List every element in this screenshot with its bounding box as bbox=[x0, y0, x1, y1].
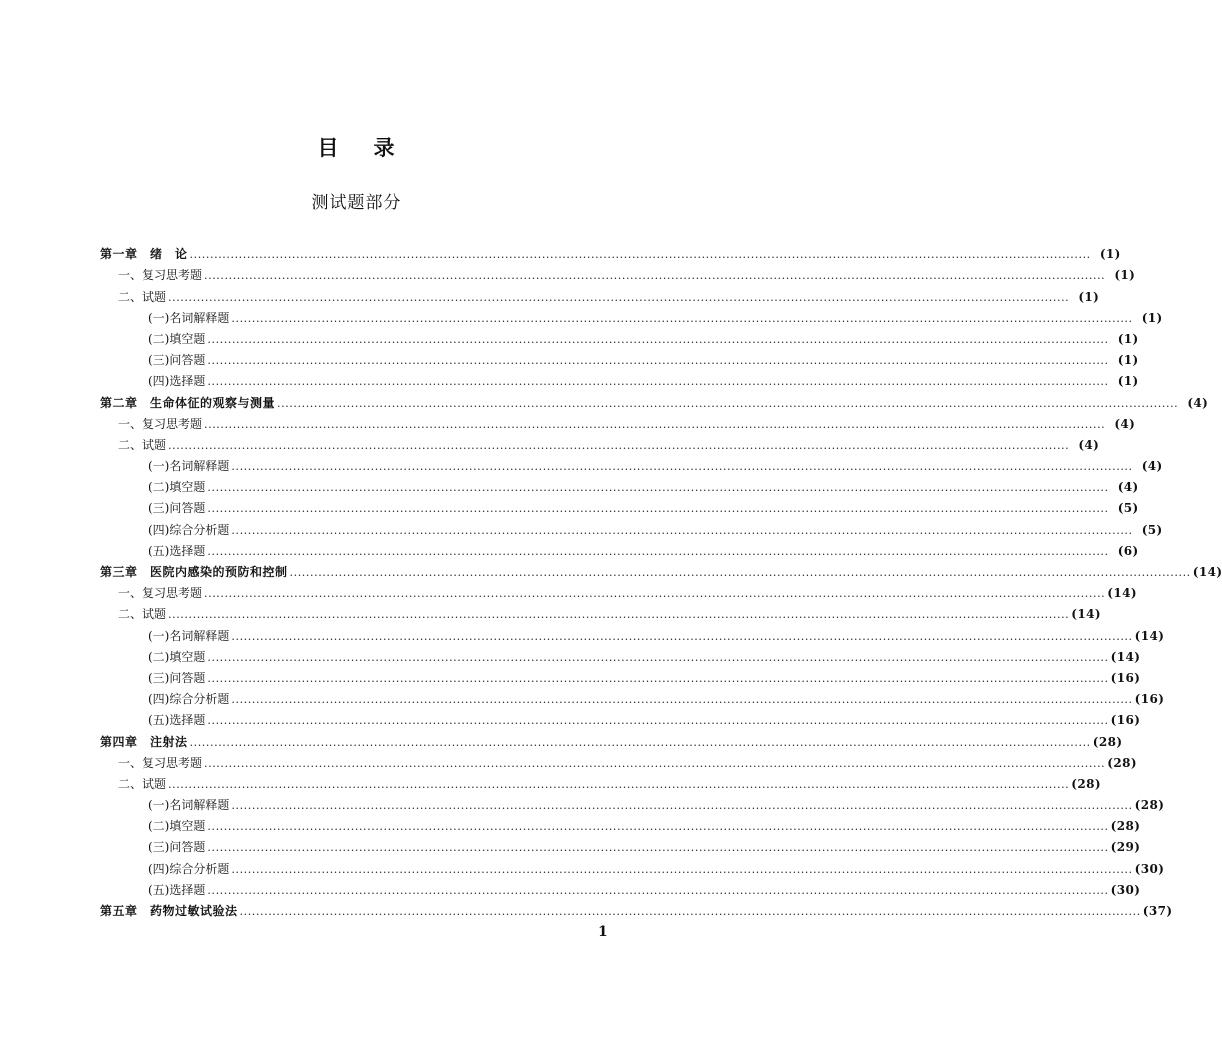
toc-entry-label: (二)填空题 bbox=[148, 819, 206, 834]
toc-entry-page: (1) bbox=[1078, 289, 1100, 304]
dot-leader: ............................................................................................................................................................................................................................ bbox=[189, 735, 1091, 749]
toc-entry bbox=[100, 834, 1141, 855]
toc-entry-page: (37) bbox=[1142, 904, 1173, 918]
dot-leader: ............................................................................................................................................................................................................................ bbox=[207, 354, 1109, 368]
toc-entry bbox=[100, 262, 1136, 283]
toc-entry-label: 第一章 绪 论 bbox=[100, 247, 188, 262]
dot-leader: ............................................................................................................................................................................................................................ bbox=[189, 248, 1091, 262]
dot-leader: ............................................................................................................................................................................................................................ bbox=[207, 714, 1109, 728]
toc-entry bbox=[100, 686, 1165, 707]
toc-entry bbox=[100, 601, 1101, 622]
toc-entry-page: (5) bbox=[1141, 522, 1163, 537]
toc-entry bbox=[100, 453, 1163, 474]
dot-leader: ............................................................................................................................................................................................................................ bbox=[231, 311, 1133, 325]
toc-entry bbox=[100, 622, 1165, 643]
toc-entry-label: (三)问答题 bbox=[148, 353, 206, 368]
dot-leader: ............................................................................................................................................................................................................................ bbox=[168, 438, 1070, 452]
toc-chapter-entry bbox=[100, 898, 1173, 919]
toc-entry bbox=[100, 368, 1139, 389]
dot-leader: ............................................................................................................................................................................................................................ bbox=[207, 671, 1109, 685]
page-number: 1 bbox=[598, 924, 608, 940]
toc-entry-page: (1) bbox=[1117, 374, 1139, 389]
dot-leader: ............................................................................................................................................................................................................................ bbox=[204, 269, 1106, 283]
toc-entry-label: 第三章 医院内感染的预防和控制 bbox=[100, 565, 288, 579]
dot-leader: ............................................................................................................................................................................................................................ bbox=[168, 290, 1070, 304]
section-subtitle: 测试题部分 bbox=[311, 193, 402, 213]
toc-entry bbox=[100, 707, 1141, 728]
toc-entry-page: (1) bbox=[1117, 353, 1139, 368]
toc-entry-page: (14) bbox=[1107, 586, 1137, 601]
dot-leader: ............................................................................................................................................................................................................................ bbox=[168, 777, 1070, 791]
toc-entry-label: 二、试题 bbox=[118, 437, 167, 452]
dot-leader: ............................................................................................................................................................................................................................ bbox=[168, 608, 1070, 622]
dot-leader: ............................................................................................................................................................................................................................ bbox=[231, 799, 1133, 813]
dot-leader: ............................................................................................................................................................................................................................ bbox=[207, 375, 1109, 389]
dot-leader: ............................................................................................................................................................................................................................ bbox=[204, 417, 1106, 431]
toc-entry-page: (1) bbox=[1141, 310, 1163, 325]
toc-entry-page: (28) bbox=[1134, 798, 1165, 813]
toc-chapter-entry bbox=[100, 559, 1222, 580]
toc-entry-page: (1) bbox=[1114, 268, 1136, 283]
toc-entry-page: (14) bbox=[1071, 607, 1101, 622]
toc-entry-page: (4) bbox=[1141, 459, 1163, 474]
table-of-contents bbox=[100, 241, 1222, 919]
toc-chapter-entry bbox=[100, 728, 1123, 749]
dot-leader: ............................................................................................................................................................................................................................ bbox=[239, 905, 1141, 918]
toc-entry-label: (二)填空题 bbox=[148, 331, 206, 346]
toc-entry-label: (一)名词解释题 bbox=[148, 310, 230, 325]
toc-entry-label: (一)名词解释题 bbox=[148, 798, 230, 813]
toc-entry-label: (三)问答题 bbox=[148, 501, 206, 516]
toc-entry-label: 二、试题 bbox=[118, 776, 167, 791]
toc-entry bbox=[100, 347, 1139, 368]
toc-entry-page: (30) bbox=[1110, 882, 1141, 897]
dot-leader: ............................................................................................................................................................................................................................ bbox=[207, 481, 1109, 495]
toc-entry-label: 一、复习思考题 bbox=[118, 416, 203, 431]
toc-entry-label: 二、试题 bbox=[118, 607, 167, 622]
toc-entry-page: (16) bbox=[1110, 670, 1141, 685]
toc-entry-label: 一、复习思考题 bbox=[118, 268, 203, 283]
toc-entry-label: 二、试题 bbox=[118, 289, 167, 304]
dot-leader: ............................................................................................................................................................................................................................ bbox=[207, 650, 1109, 664]
toc-entry bbox=[100, 538, 1139, 559]
dot-leader: ............................................................................................................................................................................................................................ bbox=[231, 693, 1133, 707]
toc-entry bbox=[100, 644, 1141, 665]
toc-chapter-entry bbox=[100, 389, 1209, 410]
toc-entry-label: (三)问答题 bbox=[148, 840, 206, 855]
toc-entry bbox=[100, 326, 1139, 347]
toc-entry-page: (1) bbox=[1099, 247, 1121, 262]
toc-entry-page: (16) bbox=[1110, 713, 1141, 728]
dot-leader: ............................................................................................................................................................................................................................ bbox=[231, 460, 1133, 474]
toc-entry bbox=[100, 283, 1100, 304]
page-title bbox=[0, 132, 713, 162]
dot-leader: ............................................................................................................................................................................................................................ bbox=[231, 629, 1133, 643]
page-title-part1: 目 bbox=[317, 135, 340, 160]
toc-entry bbox=[100, 877, 1141, 898]
dot-leader: ............................................................................................................................................................................................................................ bbox=[289, 566, 1191, 579]
toc-entry bbox=[100, 855, 1165, 876]
dot-leader: ............................................................................................................................................................................................................................ bbox=[231, 862, 1133, 876]
toc-entry-page: (29) bbox=[1110, 840, 1141, 855]
toc-entry-page: (6) bbox=[1117, 543, 1139, 558]
toc-entry-page: (28) bbox=[1110, 819, 1141, 834]
toc-entry-page: (28) bbox=[1071, 776, 1101, 791]
toc-entry-page: (28) bbox=[1092, 734, 1123, 749]
toc-entry-page: (4) bbox=[1078, 437, 1100, 452]
toc-entry-label: 第五章 药物过敏试验法 bbox=[100, 904, 238, 918]
toc-entry bbox=[100, 580, 1137, 601]
toc-entry-label: (四)综合分析题 bbox=[148, 522, 230, 537]
toc-entry-page: (16) bbox=[1134, 692, 1165, 707]
toc-chapter-entry bbox=[100, 241, 1121, 262]
toc-entry bbox=[100, 432, 1100, 453]
page-title-part2: 录 bbox=[373, 135, 396, 160]
toc-entry-label: (二)填空题 bbox=[148, 649, 206, 664]
toc-entry-label: 一、复习思考题 bbox=[118, 586, 203, 601]
toc-entry-label: (五)选择题 bbox=[148, 882, 206, 897]
toc-entry-page: (28) bbox=[1107, 755, 1137, 770]
toc-entry-label: (二)填空题 bbox=[148, 480, 206, 495]
toc-entry-label: 第四章 注射法 bbox=[100, 734, 188, 749]
toc-entry bbox=[100, 665, 1141, 686]
toc-entry bbox=[100, 495, 1139, 516]
toc-entry-label: (四)综合分析题 bbox=[148, 861, 230, 876]
dot-leader: ............................................................................................................................................................................................................................ bbox=[204, 756, 1106, 770]
toc-entry-page: (4) bbox=[1117, 480, 1139, 495]
toc-entry-label: 第二章 生命体征的观察与测量 bbox=[100, 395, 276, 410]
toc-entry-label: 一、复习思考题 bbox=[118, 755, 203, 770]
dot-leader: ............................................................................................................................................................................................................................ bbox=[277, 396, 1179, 410]
toc-entry-label: (五)选择题 bbox=[148, 543, 206, 558]
dot-leader: ............................................................................................................................................................................................................................ bbox=[204, 587, 1106, 601]
dot-leader: ............................................................................................................................................................................................................................ bbox=[207, 332, 1109, 346]
dot-leader: ............................................................................................................................................................................................................................ bbox=[207, 544, 1109, 558]
toc-entry-label: (一)名词解释题 bbox=[148, 628, 230, 643]
toc-entry-page: (14) bbox=[1192, 565, 1222, 579]
toc-entry bbox=[100, 792, 1165, 813]
toc-entry-label: (五)选择题 bbox=[148, 713, 206, 728]
toc-entry-label: (四)综合分析题 bbox=[148, 692, 230, 707]
toc-entry-label: (三)问答题 bbox=[148, 670, 206, 685]
toc-entry-label: (四)选择题 bbox=[148, 374, 206, 389]
dot-leader: ............................................................................................................................................................................................................................ bbox=[207, 841, 1109, 855]
dot-leader: ............................................................................................................................................................................................................................ bbox=[207, 883, 1109, 897]
toc-entry bbox=[100, 771, 1101, 792]
toc-entry bbox=[100, 516, 1163, 537]
toc-entry-page: (30) bbox=[1134, 861, 1165, 876]
dot-leader: ............................................................................................................................................................................................................................ bbox=[207, 502, 1109, 516]
toc-entry bbox=[100, 750, 1137, 771]
toc-entry-page: (5) bbox=[1117, 501, 1139, 516]
toc-entry-label: (一)名词解释题 bbox=[148, 459, 230, 474]
toc-entry-page: (4) bbox=[1114, 416, 1136, 431]
dot-leader: ............................................................................................................................................................................................................................ bbox=[207, 820, 1109, 834]
toc-entry bbox=[100, 411, 1136, 432]
toc-entry-page: (14) bbox=[1134, 628, 1165, 643]
toc-entry bbox=[100, 305, 1163, 326]
toc-entry-page: (4) bbox=[1187, 395, 1209, 410]
toc-entry-page: (14) bbox=[1110, 649, 1141, 664]
dot-leader: ............................................................................................................................................................................................................................ bbox=[231, 523, 1133, 537]
toc-entry bbox=[100, 813, 1141, 834]
toc-entry-page: (1) bbox=[1117, 331, 1139, 346]
toc-entry bbox=[100, 474, 1139, 495]
